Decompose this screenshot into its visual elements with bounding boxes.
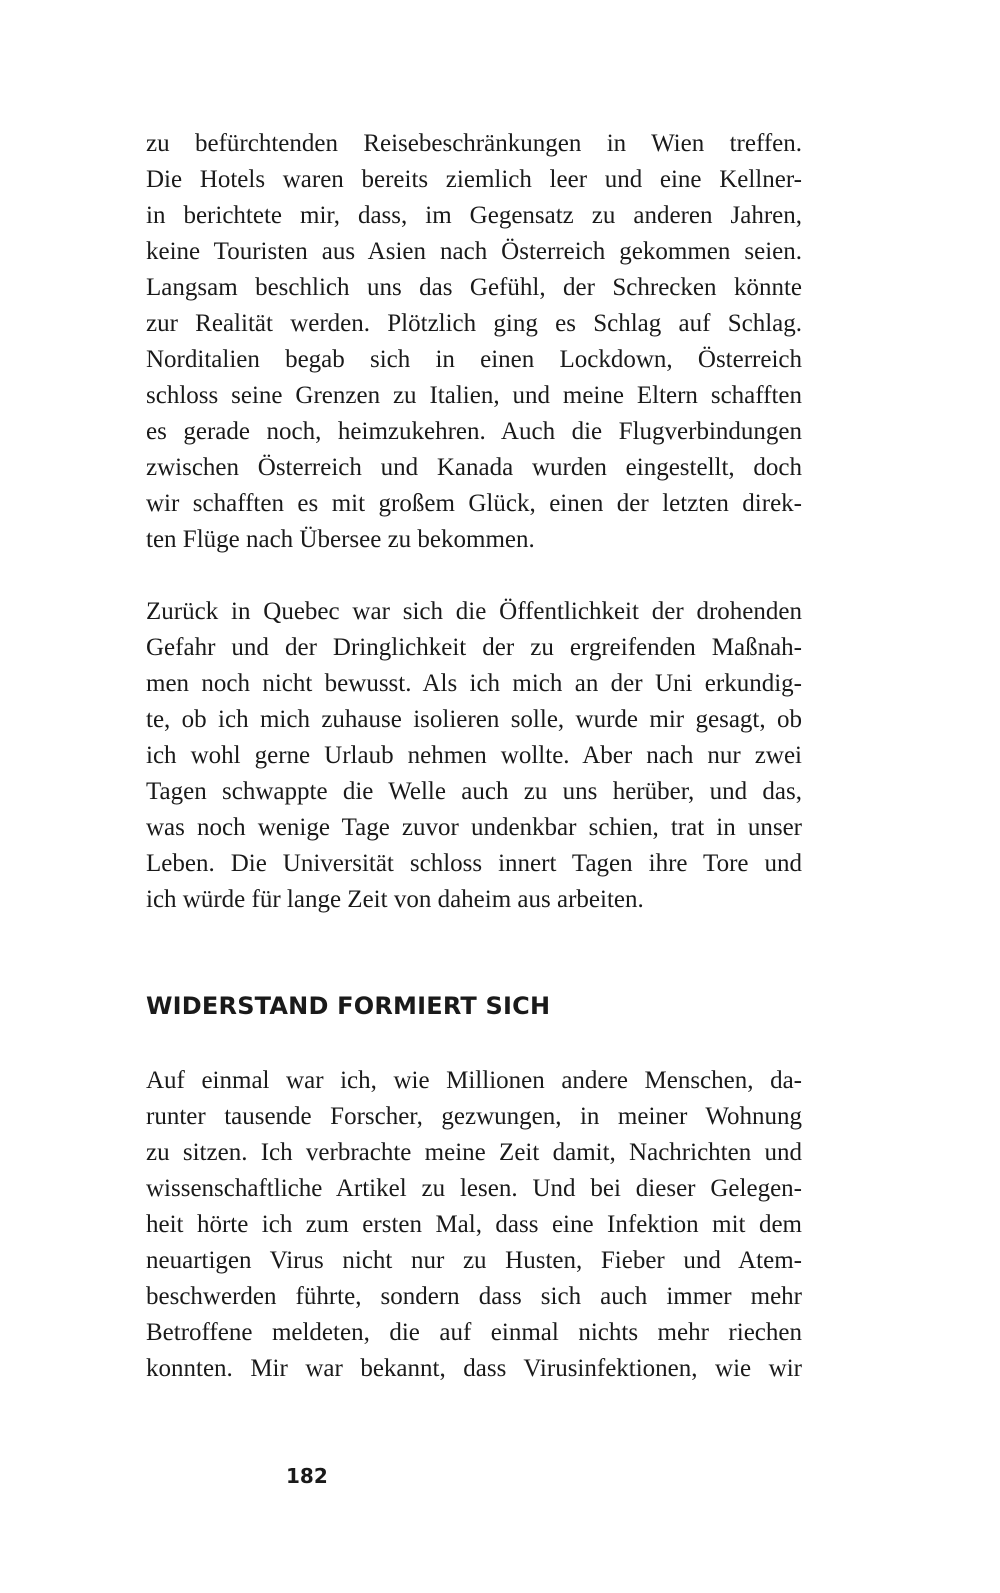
text-line: zwischen Österreich und Kanada wurden eingestellt, doch <box>146 454 802 481</box>
text-line: es gerade noch, heimzukehren. Auch die Flugverbindungen <box>146 418 802 445</box>
text-line: zu sitzen. Ich verbrachte meine Zeit damit, Nachrichten und <box>146 1139 802 1166</box>
text-line: Zurück in Quebec war sich die Öffentlichkeit der drohenden <box>146 598 802 625</box>
paragraph-3 <box>146 1063 802 1387</box>
text-line: te, ob ich mich zuhause isolieren solle, wurde mir gesagt, ob <box>146 706 802 733</box>
page-number: 182 <box>286 1464 328 1488</box>
text-line: was noch wenige Tage zuvor undenkbar schien, trat in unser <box>146 814 802 841</box>
text-line: neuartigen Virus nicht nur zu Husten, Fieber und Atem- <box>146 1247 802 1274</box>
text-line: wir schafften es mit großem Glück, einen der letzten direk- <box>146 490 802 517</box>
text-line: ich würde für lange Zeit von daheim aus arbeiten. <box>146 886 644 913</box>
text-line: men noch nicht bewusst. Als ich mich an der Uni erkundig- <box>146 670 802 697</box>
text-line: Gefahr und der Dringlichkeit der zu ergreifenden Maßnah- <box>146 634 802 661</box>
text-line: Leben. Die Universität schloss innert Tagen ihre Tore und <box>146 850 802 877</box>
text-line: ten Flüge nach Übersee zu bekommen. <box>146 526 535 553</box>
text-line: Betroffene meldeten, die auf einmal nichts mehr riechen <box>146 1319 802 1346</box>
text-line: zu befürchtenden Reisebeschränkungen in Wien treffen. <box>146 130 802 157</box>
text-line: konnten. Mir war bekannt, dass Virusinfektionen, wie wir <box>146 1355 802 1382</box>
text-line: heit hörte ich zum ersten Mal, dass eine Infektion mit dem <box>146 1211 802 1238</box>
text-line: ich wohl gerne Urlaub nehmen wollte. Aber nach nur zwei <box>146 742 802 769</box>
text-line: zur Realität werden. Plötzlich ging es Schlag auf Schlag. <box>146 310 802 337</box>
text-line: beschwerden führte, sondern dass sich auch immer mehr <box>146 1283 802 1310</box>
text-line: Die Hotels waren bereits ziemlich leer und eine Kellner- <box>146 166 802 193</box>
paragraph-1 <box>146 126 802 558</box>
text-line: Norditalien begab sich in einen Lockdown, Österreich <box>146 346 802 373</box>
text-line: Auf einmal war ich, wie Millionen andere Menschen, da- <box>146 1067 802 1094</box>
section-heading: WIDERSTAND FORMIERT SICH <box>146 992 551 1020</box>
paragraph-2 <box>146 594 802 918</box>
text-line: runter tausende Forscher, gezwungen, in meiner Wohnung <box>146 1103 802 1130</box>
text-line: Langsam beschlich uns das Gefühl, der Schrecken könnte <box>146 274 802 301</box>
text-line: keine Touristen aus Asien nach Österreich gekommen seien. <box>146 238 802 265</box>
text-line: schloss seine Grenzen zu Italien, und meine Eltern schafften <box>146 382 802 409</box>
text-line: in berichtete mir, dass, im Gegensatz zu anderen Jahren, <box>146 202 802 229</box>
text-line: wissenschaftliche Artikel zu lesen. Und bei dieser Gelegen- <box>146 1175 802 1202</box>
text-line: Tagen schwappte die Welle auch zu uns herüber, und das, <box>146 778 802 805</box>
